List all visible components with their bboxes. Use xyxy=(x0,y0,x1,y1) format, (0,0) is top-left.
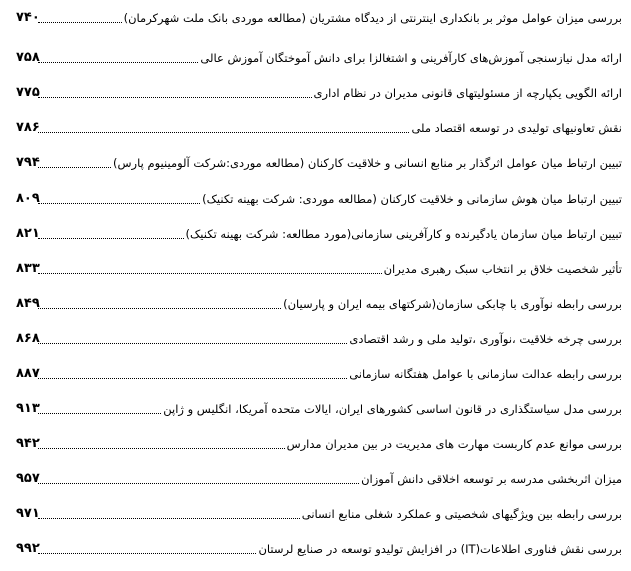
toc-entry-page: ۸۴۹ xyxy=(16,296,40,311)
toc-entry-title: تأثیر شخصیت خلاق بر انتخاب سبک رهبری مدیران xyxy=(383,262,622,276)
toc-entry-page: ۸۲۱ xyxy=(16,226,40,241)
toc-entry-page: ۷۸۶ xyxy=(16,120,40,135)
toc-entry-title: بررسی مدل سیاستگذاری در قانون اساسی کشورهای ایران، ایالات متحده آمریکا، انگلیس و ژاپن xyxy=(163,402,622,416)
dot-leader xyxy=(38,553,256,554)
dot-leader xyxy=(38,448,285,449)
toc-entry[interactable] xyxy=(16,292,622,312)
toc-entry[interactable] xyxy=(16,151,622,171)
toc-entry-page: ۸۸۷ xyxy=(16,366,40,381)
toc-entry-page: ۹۵۷ xyxy=(16,471,40,486)
toc-entry-page: ۹۱۳ xyxy=(16,401,40,416)
toc-entry[interactable] xyxy=(16,362,622,382)
dot-leader xyxy=(38,203,200,204)
toc-entry-page: ۹۷۱ xyxy=(16,506,40,521)
toc-entry[interactable] xyxy=(16,187,622,207)
dot-leader xyxy=(38,273,382,274)
toc-entry-page: ۸۶۸ xyxy=(16,331,40,346)
toc-entry-page: ۷۹۴ xyxy=(16,155,40,170)
dot-leader xyxy=(38,22,122,23)
toc-entry[interactable] xyxy=(16,6,622,26)
toc-entry-page: ۷۵۸ xyxy=(16,50,40,65)
dot-leader xyxy=(38,483,359,484)
toc-entry-page: ۸۳۳ xyxy=(16,261,40,276)
toc-entry-title: ارائه مدل نیازسنجی آموزش‌های کارآفرینی و اشتغالزا برای دانش آموختگان آموزش عالی xyxy=(200,51,622,65)
dot-leader xyxy=(38,132,409,133)
dot-leader xyxy=(38,308,281,309)
toc-entry[interactable] xyxy=(16,81,622,101)
toc-entry[interactable] xyxy=(16,327,622,347)
toc-entry-title: تبیین ارتباط میان عوامل اثرگذار بر منابع انسانی و خلاقیت کارکنان (مطالعه موردی:شرکت آلومینیوم پارس) xyxy=(113,156,622,170)
dot-leader xyxy=(38,97,312,98)
toc-entry[interactable] xyxy=(16,467,622,487)
toc-entry-title: بررسی چرخه خلاقیت ،نوآوری ،تولید ملی و رشد اقتصادی xyxy=(349,332,622,346)
toc-entry-title: بررسی نقش فناوری اطلاعات(IT) در افزایش تولیدو توسعه در صنایع لرستان xyxy=(258,542,622,556)
toc-entry-page: ۹۹۲ xyxy=(16,541,40,556)
dot-leader xyxy=(38,378,347,379)
toc-entry[interactable] xyxy=(16,432,622,452)
toc-entry-title: میزان اثربخشی مدرسه بر توسعه اخلاقی دانش آموزان xyxy=(361,472,622,486)
dot-leader xyxy=(38,238,184,239)
toc-entry-page: ۷۴۰ xyxy=(16,10,40,25)
toc-entry-title: ارائه الگویی یکپارچه از مسئولیتهای قانونی مدیران در نظام اداری xyxy=(313,86,622,100)
toc-entry[interactable] xyxy=(16,222,622,242)
toc-entry-title: بررسی موانع عدم کاربست مهارت های مدیریت در بین مدیران مدارس xyxy=(286,437,622,451)
toc-entry[interactable] xyxy=(16,397,622,417)
toc-entry-page: ۸۰۹ xyxy=(16,191,40,206)
toc-entry-title: تبیین ارتباط میان سازمان یادگیرنده و کارآفرینی سازمانی(مورد مطالعه: شرکت بهینه تکنیک) xyxy=(185,227,622,241)
dot-leader xyxy=(38,413,161,414)
toc-entry[interactable] xyxy=(16,46,622,66)
dot-leader xyxy=(38,62,198,63)
toc-entry-title: بررسی رابطه نوآوری با چابکی سازمان(شرکتهای بیمه ایران و پارسیان) xyxy=(283,297,622,311)
toc-entry[interactable] xyxy=(16,502,622,522)
toc-entry-title: تبیین ارتباط میان هوش سازمانی و خلاقیت کارکنان (مطالعه موردی: شرکت بهینه تکنیک) xyxy=(202,192,622,206)
dot-leader xyxy=(38,167,111,168)
toc-entry-page: ۹۴۲ xyxy=(16,436,40,451)
dot-leader xyxy=(38,343,347,344)
toc-entry-title: نقش تعاونیهای تولیدی در توسعه اقتصاد ملی xyxy=(411,121,622,135)
toc-entry-page: ۷۷۵ xyxy=(16,85,40,100)
dot-leader xyxy=(38,518,300,519)
toc-entry-title: بررسی رابطه بین ویژگیهای شخصیتی و عملکرد شغلی منابع انسانی xyxy=(301,507,622,521)
toc-entry-title: بررسی میزان عوامل موثر بر بانکداری اینترنتی از دیدگاه مشتریان (مطالعه موردی بانک ملت شهرکرمان) xyxy=(123,11,622,25)
toc-entry[interactable] xyxy=(16,116,622,136)
toc-entry-title: بررسی رابطه عدالت سازمانی با عوامل هفتگانه سازمانی xyxy=(349,367,622,381)
toc-entry[interactable] xyxy=(16,257,622,277)
toc-entry[interactable] xyxy=(16,537,622,557)
